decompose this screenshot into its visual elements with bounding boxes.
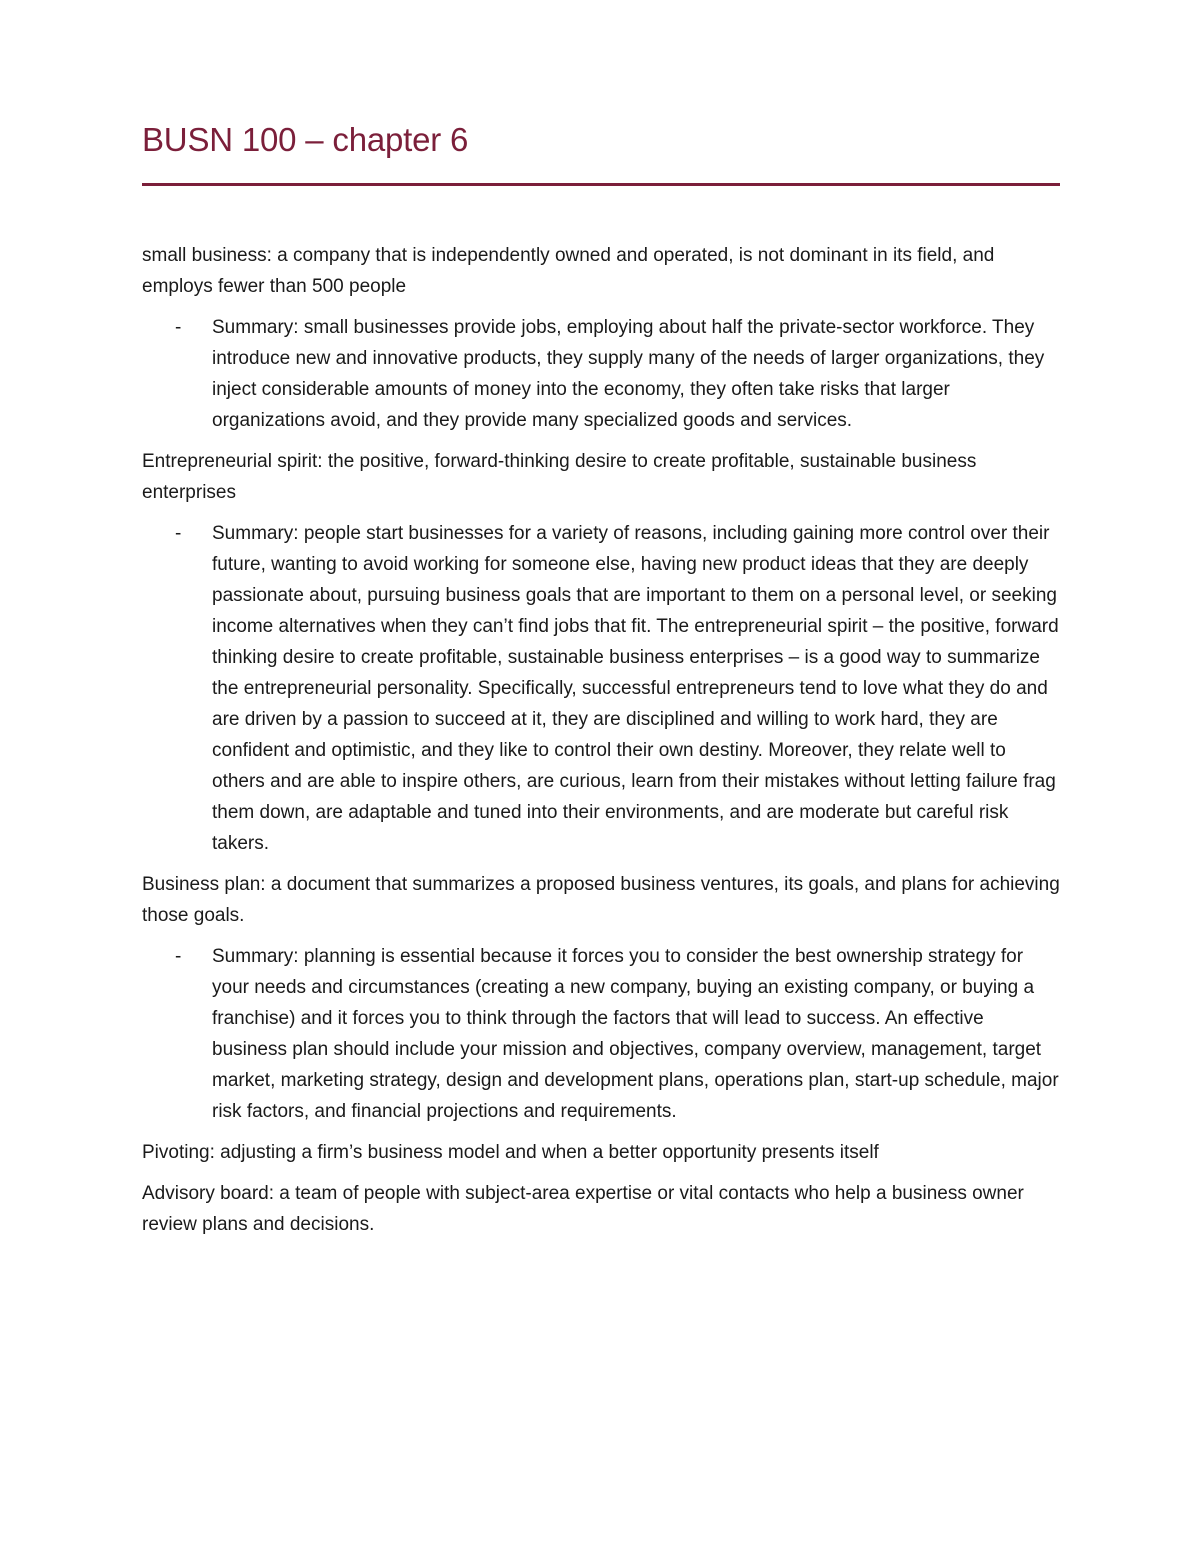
summary-text: Summary: planning is essential because it forces you to consider the best ownership strategy for your needs and circumstances (creating a new company, buying an existing company, or buying a franchise) and it forces you to think through the factors that will lead to success. An effective business plan should include your mission and objectives, company overview, management, target market, marketing strategy, design and development plans, operations plan, start-up schedule, major risk factors, and financial projections and requirements.	[212, 946, 1059, 1122]
bullet-dash: -	[175, 523, 182, 544]
document-page	[142, 118, 1060, 1250]
summary-text: Summary: small businesses provide jobs, employing about half the private-sector workforce. They introduce new and innovative products, they supply many of the needs of larger organizations, they inject considerable amounts of money into the economy, they often take risks that larger organizations avoid, and they provide many specialized goods and services.	[212, 317, 1045, 431]
bullet-dash: -	[175, 317, 182, 338]
page-title: BUSN 100 – chapter 6	[142, 121, 469, 158]
definition-text: Pivoting: adjusting a firm’s business model and when a better opportunity presents itself	[142, 1142, 879, 1163]
entry-business-plan	[142, 869, 1060, 1127]
summary-bullet	[142, 941, 1060, 1127]
summary-bullet	[142, 518, 1060, 859]
entry-entrepreneurial-spirit	[142, 446, 1060, 859]
entry-small-business	[142, 240, 1060, 436]
title-underline	[142, 183, 1060, 186]
definition-text: Entrepreneurial spirit: the positive, forward-thinking desire to create profitable, sustainable business enterprises	[142, 451, 977, 503]
bullet-dash: -	[175, 946, 182, 967]
definition-text: Business plan: a document that summarizes a proposed business ventures, its goals, and plans for achieving those goals.	[142, 874, 1060, 926]
entry-pivoting	[142, 1137, 1060, 1168]
definition-text: Advisory board: a team of people with subject-area expertise or vital contacts who help a business owner review plans and decisions.	[142, 1183, 1024, 1235]
entry-advisory-board	[142, 1178, 1060, 1240]
definition-text: small business: a company that is independently owned and operated, is not dominant in its field, and employs fewer than 500 people	[142, 245, 995, 297]
summary-text: Summary: people start businesses for a variety of reasons, including gaining more control over their future, wanting to avoid working for someone else, having new product ideas that they are deeply passionate about, pursuing business goals that are important to them on a personal level, or seeking income alternatives when they can’t find jobs that fit. The entrepreneurial spirit – the positive, forward thinking desire to create profitable, sustainable business enterprises – is a good way to summarize the entrepreneurial personality. Specifically, successful entrepreneurs tend to love what they do and are driven by a passion to succeed at it, they are disciplined and willing to work hard, they are confident and optimistic, and they like to control their own destiny. Moreover, they relate well to others and are able to inspire others, are curious, learn from their mistakes without letting failure frag them down, are adaptable and tuned into their environments, and are moderate but careful risk takers.	[212, 523, 1059, 854]
summary-bullet	[142, 312, 1060, 436]
